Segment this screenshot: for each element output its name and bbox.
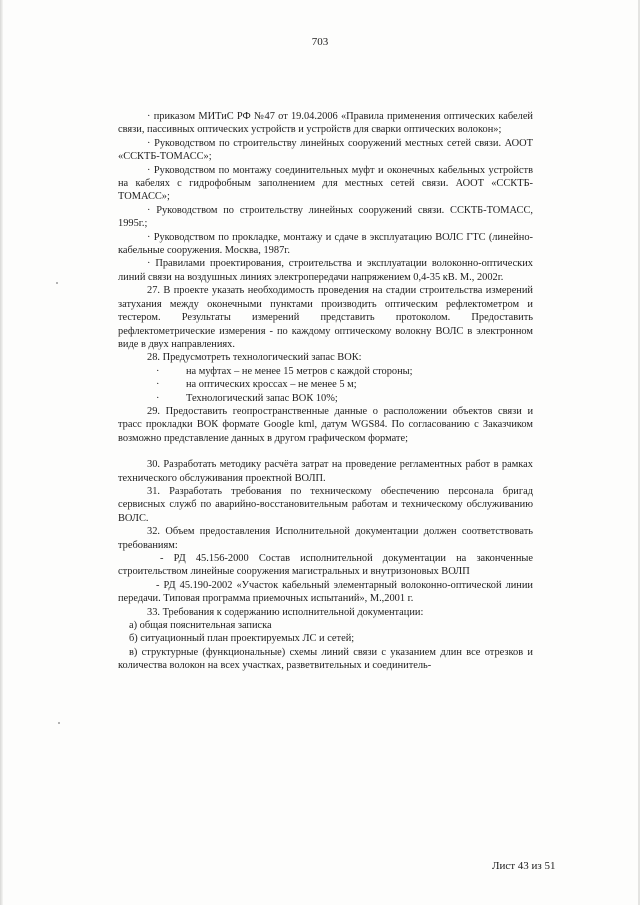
clause-33-c: в) структурные (функциональные) схемы линий связи с указанием длин все отрезков и количества волокон на всех участках, разветвительных и соединитель- [118,646,533,672]
scan-speck [58,722,60,724]
scan-speck [56,282,58,284]
clause-33-a: а) общая пояснительная записка [129,620,272,632]
clause-32-rd-45-190: - РД 45.190-2002 «Участок кабельный элементарный волоконно-оптической линии передачи. Типовая программа приемочных испытаний», М.,2001 г. [118,579,533,605]
paragraph-mitis-order: · приказом МИТиС РФ №47 от 19.04.2006 «Правила применения оптических кабелей связи, пассивных оптических устройств и устройств для сварки оптических волокон»; [118,111,533,136]
document-body [118,110,533,673]
clause-33: 33. Требования к содержанию исполнительной документации: [147,606,424,618]
clause-27: 27. В проекте указать необходимость проведения на стадии строительства измерений затухания между оконечными пунктами производить оптическим рефлектометром и тестером. Результаты измерений представить протоколом. Предоставить рефлектометрические измерения - по каждому оптическому волокну ВОЛС в электронном виде в двух направлениях. [118,285,533,350]
list-item-text: на оптических кроссах – не менее 5 м; [186,379,357,391]
paragraph-guide-couplings: · Руководством по монтажу соединительных муфт и оконечных кабельных устройств на кабелях с гидрофобным заполнением для местных сетей связи. АООТ «ССКТБ-ТОМАСС»; [118,164,533,203]
clause-32-rd-45-156: - РД 45.156-2000 Состав исполнительной документации на законченные строительством линейные сооружения магистральных и внутризоновых ВОЛП [118,553,533,578]
list-item-text: на муфтах – не менее 15 метров с каждой стороны; [186,365,413,377]
list-item [118,392,533,405]
clause-29: 29. Предоставить геопространственные данные о расположении объектов связи и трасс прокладки ВОК формате Google kml, датум WGS84. По согласованию с Заказчиком возможно представление данных в другом графическом формате; [118,405,533,444]
clause-32: 32. Объем предоставления Исполнительной документации должен соответствовать требованиям: [118,526,533,551]
bullet: · [156,379,160,391]
clause-30: 30. Разработать методику расчёта затрат на проведение регламентных работ в рамках технического обслуживания проектной ВОЛП. [118,459,533,484]
clause-31: 31. Разработать требования по техническому обеспечению персонала бригад сервисных служб по аварийно-восстановительным работам и техническому обслуживанию ВОЛС. [118,485,533,524]
list-item [118,365,533,378]
clause-28: 28. Предусмотреть технологический запас ВОК: [147,352,362,364]
paragraph-guide-linear-structures: · Руководством по строительству линейных сооружений связи. ССКТБ-ТОМАСС, 1995г.; [118,204,533,230]
list-item [118,378,533,391]
scan-edge-left [0,0,3,905]
clause-33-b: б) ситуационный план проектируемых ЛС и сетей; [129,633,355,645]
bullet: · [156,392,160,404]
page-number: 703 [311,36,329,48]
paragraph-design-rules: · Правилами проектирования, строительства и эксплуатации волоконно-оптических линий связи на воздушных линиях электропередачи напряжением 0,4-35 кВ. М., 2002г. [118,258,533,283]
paragraph-guide-laying: · Руководством по прокладке, монтажу и сдаче в эксплуатацию ВОЛС ГТС (линейно-кабельные сооружения. Москва, 1987г. [118,231,533,257]
list-item-text: Технологический запас ВОК 10%; [186,392,338,404]
paragraph-guide-local-networks: · Руководством по строительству линейных сооружений местных сетей связи. АООТ «ССКТБ-ТОМАСС»; [118,137,533,163]
sheet-counter: Лист 43 из 51 [492,860,556,872]
bullet: · [156,365,160,377]
